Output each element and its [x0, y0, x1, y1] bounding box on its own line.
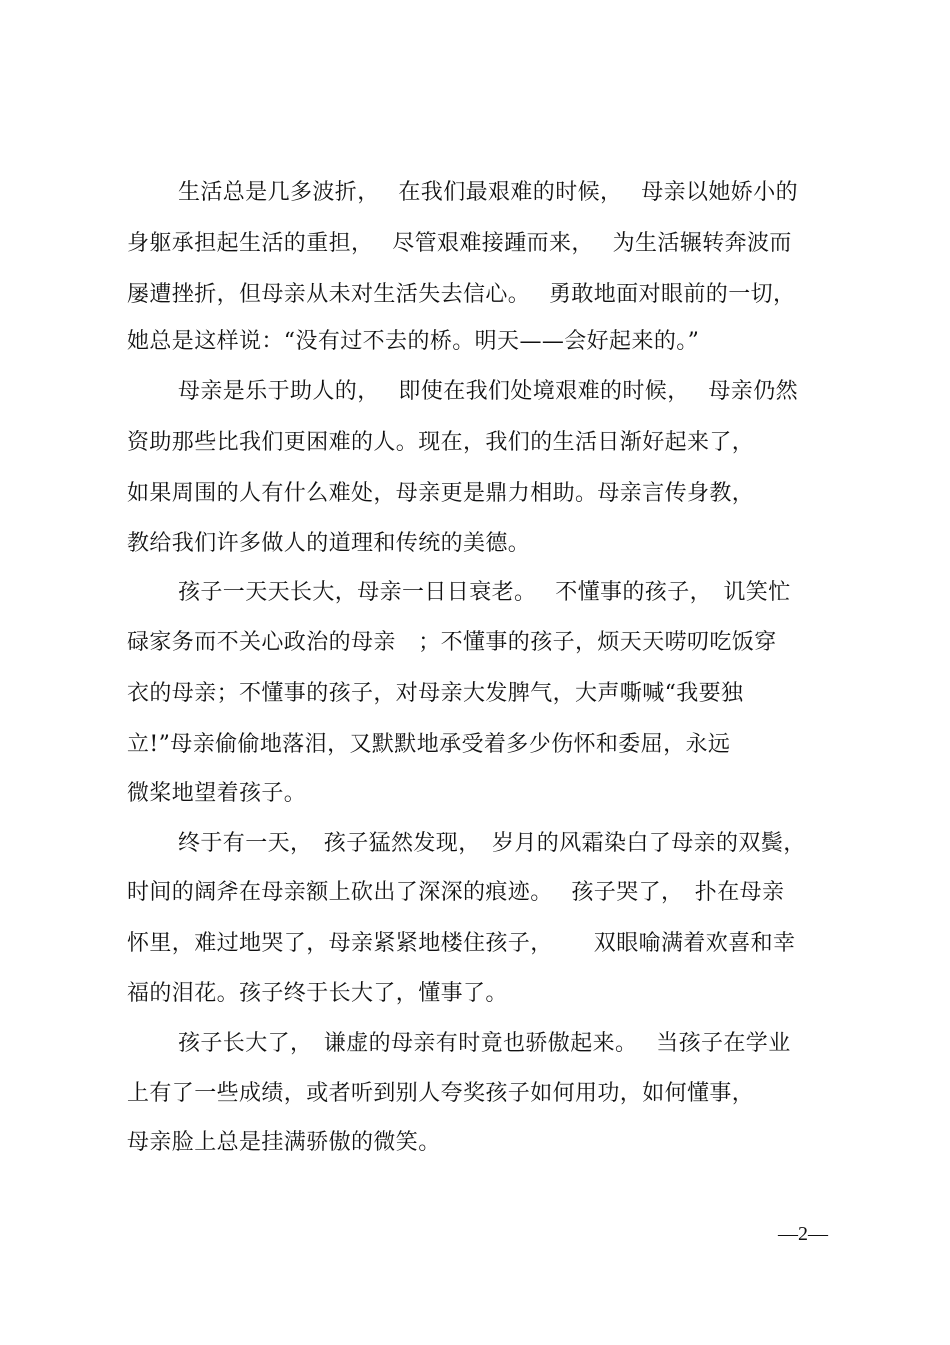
text-line: 碌家务而不关心政治的母亲 ；不懂事的孩子，烦天天唠叨吃饭穿	[127, 630, 777, 655]
text-line: 时间的阔斧在母亲额上砍出了深深的痕迹。 孩子哭了， 扑在母亲	[127, 880, 785, 905]
text-line: 她总是这样说：“没有过不去的桥。明天——会好起来的。”	[127, 329, 700, 354]
page-number: —2—	[778, 1223, 828, 1245]
text-line: 资助那些比我们更困难的人。现在，我们的生活日渐好起来了，	[127, 430, 755, 455]
text-line: 孩子长大了， 谦虚的母亲有时竟也骄傲起来。 当孩子在学业	[178, 1031, 791, 1056]
text-line: 福的泪花。孩子终于长大了，懂事了。	[127, 981, 508, 1006]
text-line: 微桨地望着孩子。	[127, 781, 307, 806]
text-line: 孩子一天天长大，母亲一日日衰老。 不懂事的孩子， 讥笑忙	[178, 580, 791, 605]
text-line: 怀里，难过地哭了，母亲紧紧地楼住孩子， 双眼喻满着欢喜和幸	[127, 931, 796, 956]
text-line: 身躯承担起生活的重担， 尽管艰难接踵而来， 为生活辗转奔波而	[127, 231, 792, 256]
text-line: 母亲脸上总是挂满骄傲的微笑。	[127, 1130, 441, 1155]
text-line: 立!”母亲偷偷地落泪，又默默地承受着多少伤怀和委屈，永远	[127, 732, 731, 757]
text-line: 终于有一天， 孩子猛然发现， 岁月的风霜染白了母亲的双鬓，	[178, 831, 806, 856]
text-line: 如果周围的人有什么难处，母亲更是鼎力相助。母亲言传身教，	[127, 481, 755, 506]
text-line: 母亲是乐于助人的， 即使在我们处境艰难的时候， 母亲仍然	[178, 379, 798, 404]
text-line: 生活总是几多波折， 在我们最艰难的时候， 母亲以她娇小的	[178, 180, 798, 205]
text-line: 教给我们许多做人的道理和传统的美德。	[127, 531, 531, 556]
text-line: 上有了一些成绩，或者听到别人夸奖孩子如何用功，如何懂事，	[127, 1081, 755, 1106]
text-line: 衣的母亲；不懂事的孩子，对母亲大发脾气，大声嘶喊“我要独	[127, 681, 744, 706]
text-line: 屡遭挫折，但母亲从未对生活失去信心。 勇敢地面对眼前的一切，	[127, 282, 796, 307]
